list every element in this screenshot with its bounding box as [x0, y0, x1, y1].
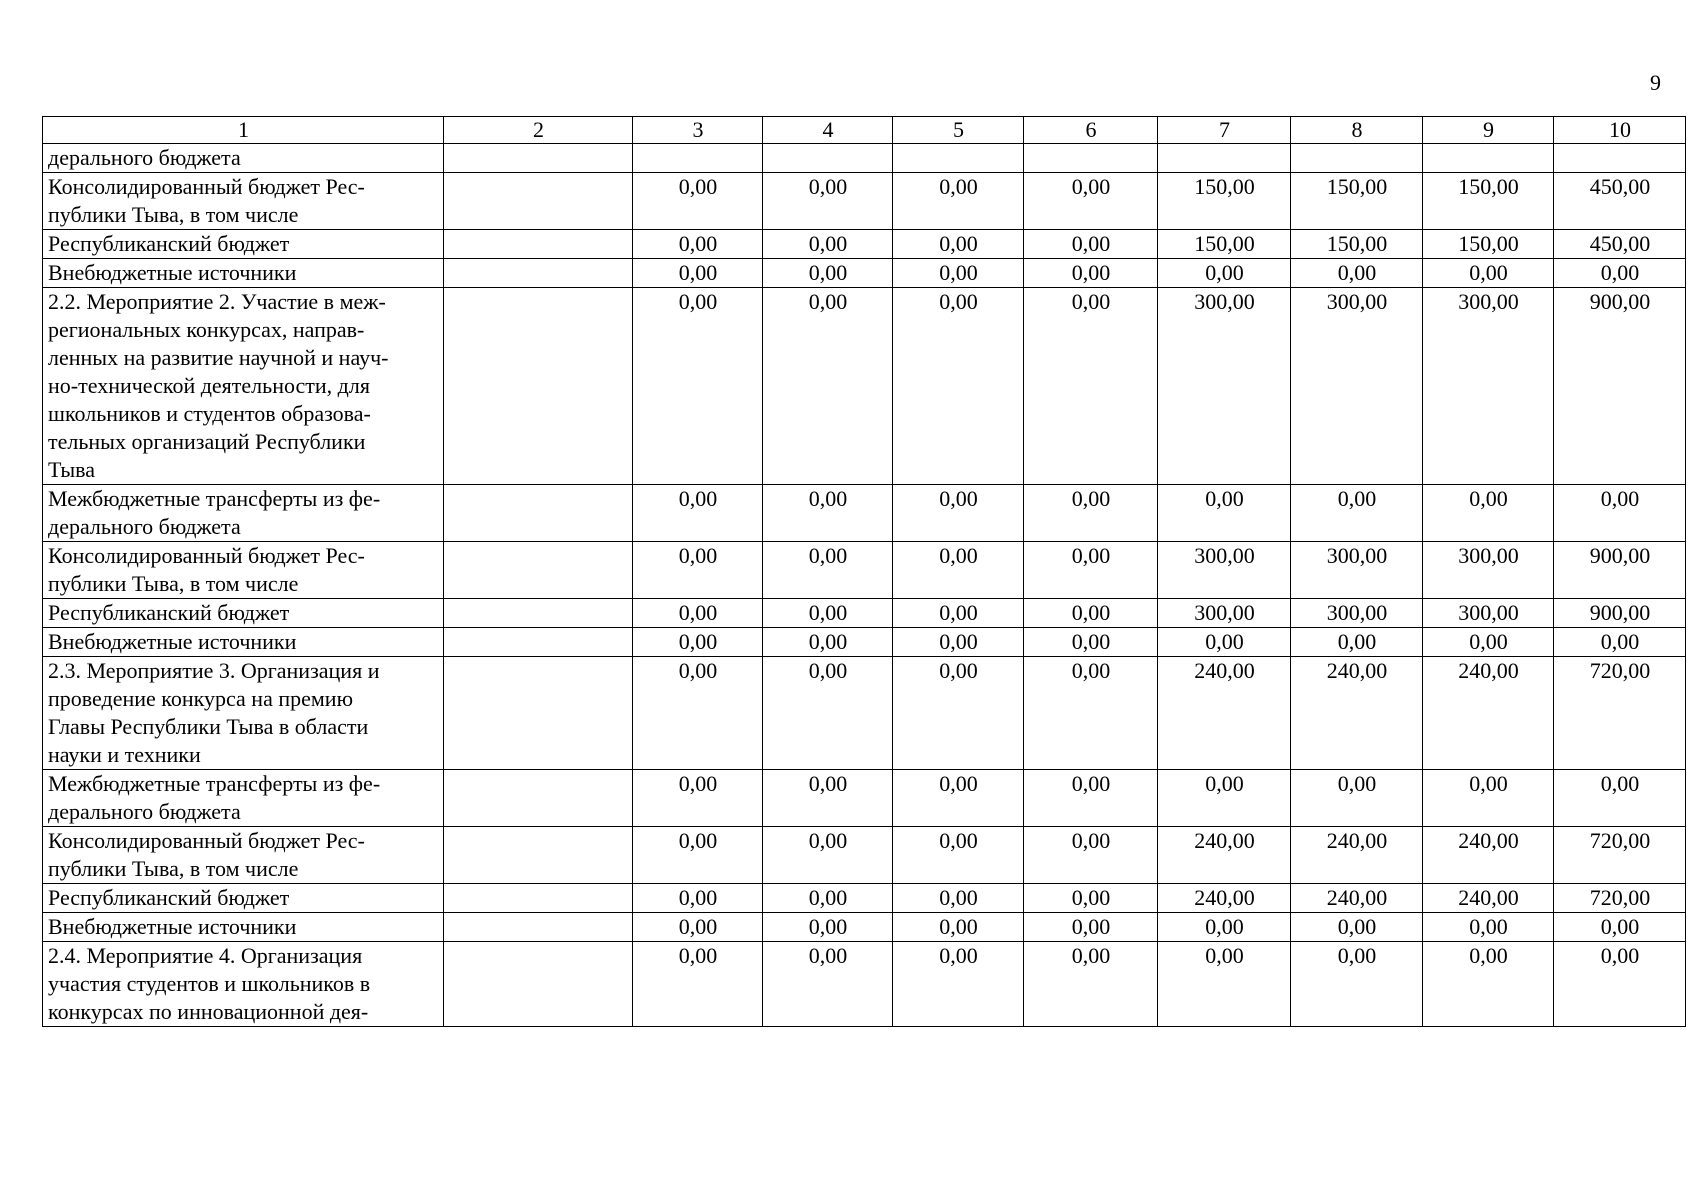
value-cell-col-9: 240,00: [1423, 827, 1554, 884]
description-line: проведение конкурса на премию: [48, 686, 354, 711]
value-cell-col-10: 0,00: [1554, 628, 1686, 657]
value-cell-col-5: 0,00: [893, 827, 1024, 884]
value-cell-col-7: 300,00: [1158, 288, 1291, 485]
budget-table: [42, 116, 1686, 1027]
description-line: Внебюджетные источники: [48, 629, 297, 654]
value-cell-col-5: 0,00: [893, 288, 1024, 485]
row-description: [43, 485, 444, 542]
value-cell-col-7: 300,00: [1158, 599, 1291, 628]
value-cell-col-7: 0,00: [1158, 259, 1291, 288]
table-row: [43, 628, 1686, 657]
value-cell-col-8: 0,00: [1291, 913, 1423, 942]
value-cell-col-3: 0,00: [633, 288, 763, 485]
value-cell-col-6: 0,00: [1024, 542, 1158, 599]
description-line: дерального бюджета: [48, 514, 241, 539]
value-cell-col-9: 0,00: [1423, 913, 1554, 942]
description-line: Консолидированный бюджет Рес-: [48, 174, 365, 199]
value-cell-col-3: 0,00: [633, 942, 763, 1027]
column-2-cell: [444, 173, 633, 230]
value-cell-col-5: 0,00: [893, 884, 1024, 913]
value-cell-col-5: 0,00: [893, 173, 1024, 230]
description-line: Республиканский бюджет: [48, 231, 290, 256]
column-2-cell: [444, 542, 633, 599]
description-line: Межбюджетные трансферты из фе-: [48, 486, 381, 511]
value-cell-col-7: 240,00: [1158, 657, 1291, 770]
value-cell-col-7: 0,00: [1158, 770, 1291, 827]
value-cell-col-5: 0,00: [893, 628, 1024, 657]
description-line: дерального бюджета: [48, 145, 241, 170]
description-line: науки и техники: [48, 742, 201, 767]
value-cell-col-6: 0,00: [1024, 288, 1158, 485]
value-cell-col-7: 0,00: [1158, 485, 1291, 542]
description-line: Внебюджетные источники: [48, 914, 297, 939]
description-line: тельных организаций Республики: [48, 429, 366, 454]
value-cell-col-5: 0,00: [893, 230, 1024, 259]
value-cell-col-3: 0,00: [633, 542, 763, 599]
column-2-cell: [444, 884, 633, 913]
description-line: конкурсах по инновационной дея-: [48, 999, 369, 1024]
value-cell-col-8: 240,00: [1291, 884, 1423, 913]
value-cell-col-7: 0,00: [1158, 628, 1291, 657]
value-cell-col-6: 0,00: [1024, 827, 1158, 884]
table-row: [43, 542, 1686, 599]
column-2-cell: [444, 942, 633, 1027]
column-2-cell: [444, 230, 633, 259]
value-cell-col-5: 0,00: [893, 599, 1024, 628]
value-cell-col-10: 720,00: [1554, 884, 1686, 913]
value-cell-col-4: 0,00: [763, 599, 893, 628]
column-2-cell: [444, 913, 633, 942]
value-cell-col-5: 0,00: [893, 657, 1024, 770]
value-cell-col-3: 0,00: [633, 884, 763, 913]
value-cell-col-4: 0,00: [763, 628, 893, 657]
value-cell-col-8: 0,00: [1291, 942, 1423, 1027]
description-line: региональных конкурсах, направ-: [48, 317, 365, 342]
value-cell-col-10: [1554, 144, 1686, 173]
table-row: [43, 827, 1686, 884]
value-cell-col-8: 240,00: [1291, 657, 1423, 770]
value-cell-col-9: 150,00: [1423, 173, 1554, 230]
value-cell-col-6: [1024, 144, 1158, 173]
page-number: 9: [1650, 70, 1661, 95]
column-2-cell: [444, 144, 633, 173]
row-description: [43, 173, 444, 230]
row-description: [43, 599, 444, 628]
row-description: [43, 770, 444, 827]
table-row: [43, 913, 1686, 942]
description-line: но-технической деятельности, для: [48, 373, 370, 398]
value-cell-col-5: 0,00: [893, 542, 1024, 599]
column-2-cell: [444, 770, 633, 827]
table-row: [43, 657, 1686, 770]
value-cell-col-8: 0,00: [1291, 485, 1423, 542]
description-line: 2.4. Мероприятие 4. Организация: [48, 943, 363, 968]
column-header-1: 1: [43, 117, 444, 144]
value-cell-col-9: 0,00: [1423, 942, 1554, 1027]
description-line: публики Тыва, в том числе: [48, 571, 299, 596]
value-cell-col-9: 0,00: [1423, 485, 1554, 542]
description-line: Республиканский бюджет: [48, 885, 290, 910]
value-cell-col-3: 0,00: [633, 173, 763, 230]
column-header-4: 4: [763, 117, 893, 144]
value-cell-col-3: 0,00: [633, 827, 763, 884]
value-cell-col-8: 150,00: [1291, 230, 1423, 259]
description-line: Тыва: [48, 457, 95, 482]
table-row: [43, 230, 1686, 259]
table-row: [43, 288, 1686, 485]
value-cell-col-9: 0,00: [1423, 259, 1554, 288]
value-cell-col-8: 0,00: [1291, 259, 1423, 288]
row-description: [43, 144, 444, 173]
value-cell-col-9: 240,00: [1423, 884, 1554, 913]
description-line: Внебюджетные источники: [48, 260, 297, 285]
column-2-cell: [444, 259, 633, 288]
value-cell-col-8: 300,00: [1291, 288, 1423, 485]
description-line: ленных на развитие научной и науч-: [48, 345, 389, 370]
value-cell-col-5: 0,00: [893, 485, 1024, 542]
value-cell-col-3: 0,00: [633, 657, 763, 770]
value-cell-col-7: 240,00: [1158, 884, 1291, 913]
value-cell-col-7: 150,00: [1158, 230, 1291, 259]
table-row: [43, 485, 1686, 542]
value-cell-col-4: 0,00: [763, 230, 893, 259]
row-description: [43, 827, 444, 884]
value-cell-col-9: 150,00: [1423, 230, 1554, 259]
value-cell-col-10: 450,00: [1554, 230, 1686, 259]
column-2-cell: [444, 599, 633, 628]
row-description: [43, 884, 444, 913]
row-description: [43, 942, 444, 1027]
value-cell-col-7: 150,00: [1158, 173, 1291, 230]
column-header-3: 3: [633, 117, 763, 144]
description-line: школьников и студентов образова-: [48, 401, 371, 426]
value-cell-col-7: 0,00: [1158, 913, 1291, 942]
value-cell-col-5: [893, 144, 1024, 173]
value-cell-col-4: 0,00: [763, 259, 893, 288]
value-cell-col-9: 240,00: [1423, 657, 1554, 770]
value-cell-col-9: 300,00: [1423, 542, 1554, 599]
description-line: Консолидированный бюджет Рес-: [48, 543, 365, 568]
description-line: Главы Республики Тыва в области: [48, 714, 369, 739]
value-cell-col-4: 0,00: [763, 173, 893, 230]
column-header-5: 5: [893, 117, 1024, 144]
table-row: [43, 144, 1686, 173]
description-line: публики Тыва, в том числе: [48, 856, 299, 881]
value-cell-col-4: 0,00: [763, 942, 893, 1027]
column-2-cell: [444, 485, 633, 542]
description-line: публики Тыва, в том числе: [48, 202, 299, 227]
column-header-9: 9: [1423, 117, 1554, 144]
column-2-cell: [444, 657, 633, 770]
value-cell-col-8: 300,00: [1291, 542, 1423, 599]
description-line: Межбюджетные трансферты из фе-: [48, 771, 381, 796]
table-row: [43, 259, 1686, 288]
value-cell-col-3: 0,00: [633, 770, 763, 827]
value-cell-col-4: 0,00: [763, 913, 893, 942]
value-cell-col-3: [633, 144, 763, 173]
description-line: 2.3. Мероприятие 3. Организация и: [48, 658, 380, 683]
value-cell-col-6: 0,00: [1024, 942, 1158, 1027]
value-cell-col-6: 0,00: [1024, 913, 1158, 942]
description-line: Республиканский бюджет: [48, 600, 290, 625]
column-2-cell: [444, 827, 633, 884]
value-cell-col-5: 0,00: [893, 913, 1024, 942]
table-row: [43, 884, 1686, 913]
row-description: [43, 288, 444, 485]
value-cell-col-8: 0,00: [1291, 628, 1423, 657]
value-cell-col-4: 0,00: [763, 770, 893, 827]
table-row: [43, 173, 1686, 230]
column-header-10: 10: [1554, 117, 1686, 144]
value-cell-col-4: [763, 144, 893, 173]
value-cell-col-3: 0,00: [633, 485, 763, 542]
value-cell-col-5: 0,00: [893, 259, 1024, 288]
value-cell-col-4: 0,00: [763, 542, 893, 599]
value-cell-col-9: [1423, 144, 1554, 173]
value-cell-col-10: 900,00: [1554, 599, 1686, 628]
column-header-7: 7: [1158, 117, 1291, 144]
value-cell-col-4: 0,00: [763, 485, 893, 542]
value-cell-col-3: 0,00: [633, 628, 763, 657]
value-cell-col-6: 0,00: [1024, 884, 1158, 913]
value-cell-col-8: 240,00: [1291, 827, 1423, 884]
value-cell-col-3: 0,00: [633, 259, 763, 288]
row-description: [43, 259, 444, 288]
value-cell-col-7: [1158, 144, 1291, 173]
value-cell-col-8: 300,00: [1291, 599, 1423, 628]
description-line: Консолидированный бюджет Рес-: [48, 828, 365, 853]
value-cell-col-10: 0,00: [1554, 913, 1686, 942]
description-line: дерального бюджета: [48, 799, 241, 824]
row-description: [43, 230, 444, 259]
table-row: [43, 770, 1686, 827]
value-cell-col-8: 150,00: [1291, 173, 1423, 230]
row-description: [43, 913, 444, 942]
column-header-8: 8: [1291, 117, 1423, 144]
value-cell-col-5: 0,00: [893, 942, 1024, 1027]
table-row: [43, 599, 1686, 628]
row-description: [43, 657, 444, 770]
value-cell-col-6: 0,00: [1024, 259, 1158, 288]
value-cell-col-10: 0,00: [1554, 770, 1686, 827]
value-cell-col-8: [1291, 144, 1423, 173]
value-cell-col-6: 0,00: [1024, 657, 1158, 770]
value-cell-col-9: 0,00: [1423, 628, 1554, 657]
value-cell-col-4: 0,00: [763, 657, 893, 770]
value-cell-col-8: 0,00: [1291, 770, 1423, 827]
value-cell-col-10: 900,00: [1554, 542, 1686, 599]
value-cell-col-7: 240,00: [1158, 827, 1291, 884]
value-cell-col-6: 0,00: [1024, 230, 1158, 259]
value-cell-col-4: 0,00: [763, 884, 893, 913]
value-cell-col-3: 0,00: [633, 913, 763, 942]
value-cell-col-6: 0,00: [1024, 173, 1158, 230]
value-cell-col-5: 0,00: [893, 770, 1024, 827]
value-cell-col-10: 450,00: [1554, 173, 1686, 230]
value-cell-col-7: 300,00: [1158, 542, 1291, 599]
column-header-2: 2: [444, 117, 633, 144]
column-2-cell: [444, 288, 633, 485]
value-cell-col-10: 900,00: [1554, 288, 1686, 485]
column-header-6: 6: [1024, 117, 1158, 144]
value-cell-col-10: 0,00: [1554, 942, 1686, 1027]
value-cell-col-7: 0,00: [1158, 942, 1291, 1027]
value-cell-col-10: 0,00: [1554, 485, 1686, 542]
value-cell-col-4: 0,00: [763, 827, 893, 884]
value-cell-col-6: 0,00: [1024, 770, 1158, 827]
value-cell-col-10: 720,00: [1554, 827, 1686, 884]
value-cell-col-3: 0,00: [633, 230, 763, 259]
value-cell-col-4: 0,00: [763, 288, 893, 485]
value-cell-col-6: 0,00: [1024, 485, 1158, 542]
column-number-row: [43, 117, 1686, 144]
value-cell-col-6: 0,00: [1024, 599, 1158, 628]
column-2-cell: [444, 628, 633, 657]
value-cell-col-3: 0,00: [633, 599, 763, 628]
value-cell-col-9: 0,00: [1423, 770, 1554, 827]
row-description: [43, 542, 444, 599]
value-cell-col-9: 300,00: [1423, 599, 1554, 628]
value-cell-col-9: 300,00: [1423, 288, 1554, 485]
value-cell-col-6: 0,00: [1024, 628, 1158, 657]
value-cell-col-10: 0,00: [1554, 259, 1686, 288]
description-line: 2.2. Мероприятие 2. Участие в меж-: [48, 289, 386, 314]
value-cell-col-10: 720,00: [1554, 657, 1686, 770]
table-row: [43, 942, 1686, 1027]
description-line: участия студентов и школьников в: [48, 971, 371, 996]
row-description: [43, 628, 444, 657]
